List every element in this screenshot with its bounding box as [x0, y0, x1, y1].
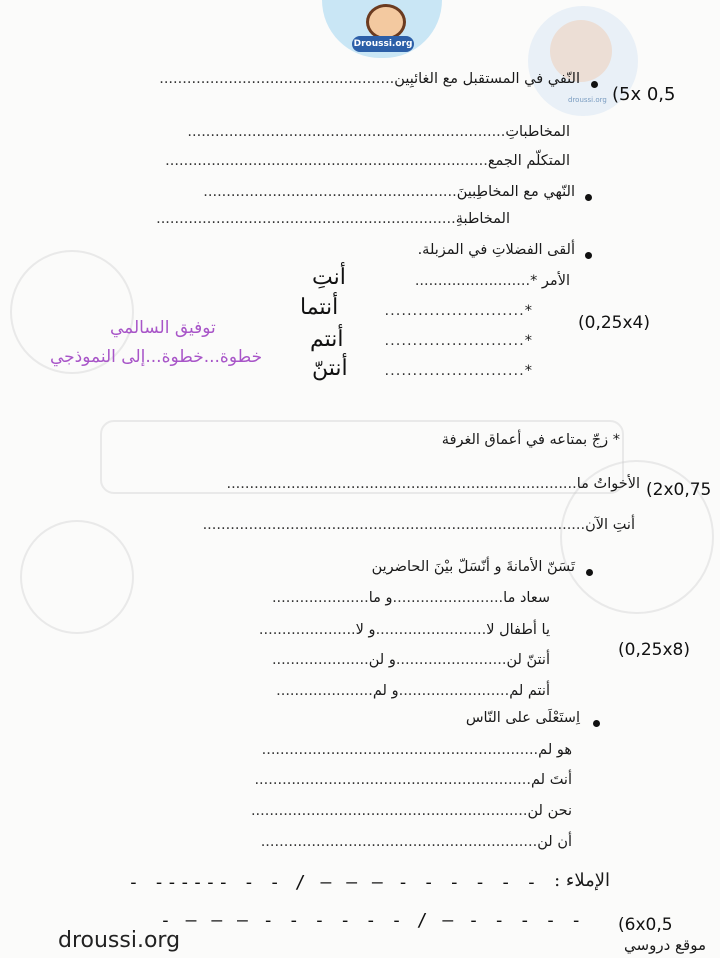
item-arrogance [466, 710, 580, 726]
dictation-label: الإملاء : [554, 870, 610, 891]
answer-dots: ......................... [384, 303, 525, 319]
sub-first-plural [165, 153, 570, 169]
answer-dots: ..................... [271, 590, 369, 606]
s4-row-2 [254, 772, 572, 788]
conj-label: أنتنّ لن [506, 652, 550, 668]
item-throw-waste [418, 242, 575, 258]
conj-row-4 [276, 683, 550, 699]
sub-label: أنتِ الآن [585, 517, 635, 533]
handwritten-pronoun-4: أنتنّ [312, 356, 348, 381]
handwritten-pronoun-2: أنتما [300, 295, 339, 320]
droussi-logo [322, 0, 442, 58]
bullet [593, 720, 600, 727]
imperative-label: الأمر * [530, 273, 570, 289]
sub-you-now [203, 517, 635, 533]
s4-row-4 [261, 834, 572, 850]
sub-feminine-singular [156, 211, 510, 227]
item-label: * زجّ بمتاعه في أعماق الغرفة [441, 432, 620, 448]
s4-label: أنتَ لم [531, 772, 572, 788]
imperative-row-3 [385, 333, 532, 349]
sub-label: المتكلّم الجمع [487, 153, 570, 169]
score-mark-5: (6x0,5 [618, 915, 673, 935]
s4-label: نحن لن [527, 803, 572, 819]
answer-dots: ..................... [271, 652, 369, 668]
answer-dots: ................................................................................... [202, 517, 586, 533]
answer-dots: ......................... [384, 333, 525, 349]
s4-label: هو لم [538, 742, 572, 758]
handwritten-pronoun-1: أنتِ [312, 265, 346, 290]
answer-dots: ........................ [395, 652, 507, 668]
conj-mid: و لن [368, 652, 396, 668]
item-label: اِستَعْلَى على النّاس [465, 710, 580, 726]
answer-dots: ........................ [392, 590, 504, 606]
imperative-row-1 [415, 273, 570, 289]
author-name: توفيق السالمي [110, 318, 216, 338]
sub-label: الأخواتُ ما [576, 476, 640, 492]
answer-dots: ......................... [414, 273, 531, 289]
score-mark-2: (0,25x4) [578, 313, 650, 333]
score-mark-4: (0,25x8) [618, 640, 690, 660]
sub-label: المخاطبةِ [455, 211, 510, 227]
item-label: النّهي مع المخاطِبينَ [456, 184, 575, 200]
item-label: ألقى الفضلاتِ في المزبلة. [417, 242, 575, 258]
answer-dots: ..................... [276, 683, 373, 699]
conj-label: سعاد ما [503, 590, 550, 606]
imperative-row-4 [385, 363, 532, 379]
answer-dots: ...................................................................... [165, 153, 488, 169]
handwritten-pronoun-3: أنتم [310, 327, 344, 352]
answer-dots: ....................................................... [203, 184, 457, 200]
item-label: تَسَنّ الأمانةَ و أنّسَلّ بيْنَ الحاضرين [371, 559, 575, 575]
conj-label: يا أطفال لا [486, 622, 550, 638]
answer-dots: ............................................................ [254, 772, 532, 788]
bullet [585, 194, 592, 201]
answer-dots: ..................... [258, 622, 356, 638]
s4-label: أن لن [537, 834, 572, 850]
star: * [524, 363, 532, 379]
logo-badge: Droussi.org [352, 36, 414, 52]
item-label: النّفي في المستقبل مع الغائبِين [394, 71, 580, 87]
star: * [524, 303, 532, 319]
answer-dots: ........................ [398, 683, 510, 699]
score-mark-3: (2x0,75 [646, 480, 712, 500]
answer-dots: ........................ [375, 622, 487, 638]
item-prohibition [203, 184, 575, 200]
answer-dots: ............................................................ [260, 834, 538, 850]
answer-dots: ................................................... [159, 71, 395, 87]
bullet [586, 569, 593, 576]
answer-dots: ............................................................ [261, 742, 539, 758]
watermark-circle [20, 520, 134, 634]
conj-mid: و لم [372, 683, 399, 699]
logo2-text: droussi.org [568, 96, 607, 104]
footer-site: droussi.org [58, 928, 181, 953]
answer-dots: ............................................................ [250, 803, 528, 819]
conj-row-2 [259, 622, 550, 638]
answer-dots: ......................... [384, 363, 525, 379]
conj-row-1 [272, 590, 550, 606]
s4-row-1 [262, 742, 572, 758]
author-tagline: خطوة...خطوة...إلى النموذجي [50, 347, 263, 367]
answer-dots: ............................................................................ [226, 476, 577, 492]
bullet [585, 252, 592, 259]
conj-mid: و لا [355, 622, 376, 638]
item-negation-future [159, 71, 580, 87]
dictation-dashes-2: - — — — - - - - - - / — - - - - - [160, 910, 584, 931]
s4-row-3 [251, 803, 572, 819]
conj-mid: و ما [368, 590, 393, 606]
item-keep-trust [372, 559, 575, 575]
logo-face-icon [366, 4, 406, 40]
answer-dots: ..................................................................... [187, 124, 506, 140]
star: * [524, 333, 532, 349]
imperative-row-2 [385, 303, 532, 319]
conj-row-3 [272, 652, 550, 668]
score-mark-1: (5x 0,5 [612, 84, 676, 105]
item-shove-belongings [442, 432, 620, 448]
bullet [591, 81, 598, 88]
answer-dots: ................................................................. [156, 211, 456, 227]
sub-feminine-plural [187, 124, 570, 140]
footer-right-text: موقع دروسي [624, 936, 706, 954]
dictation-dashes-1: - ------ - - / — — — - - - - - - [128, 872, 539, 893]
conj-label: أنتم لم [509, 683, 550, 699]
sub-sisters [226, 476, 640, 492]
sub-label: المخاطباتِ [505, 124, 570, 140]
